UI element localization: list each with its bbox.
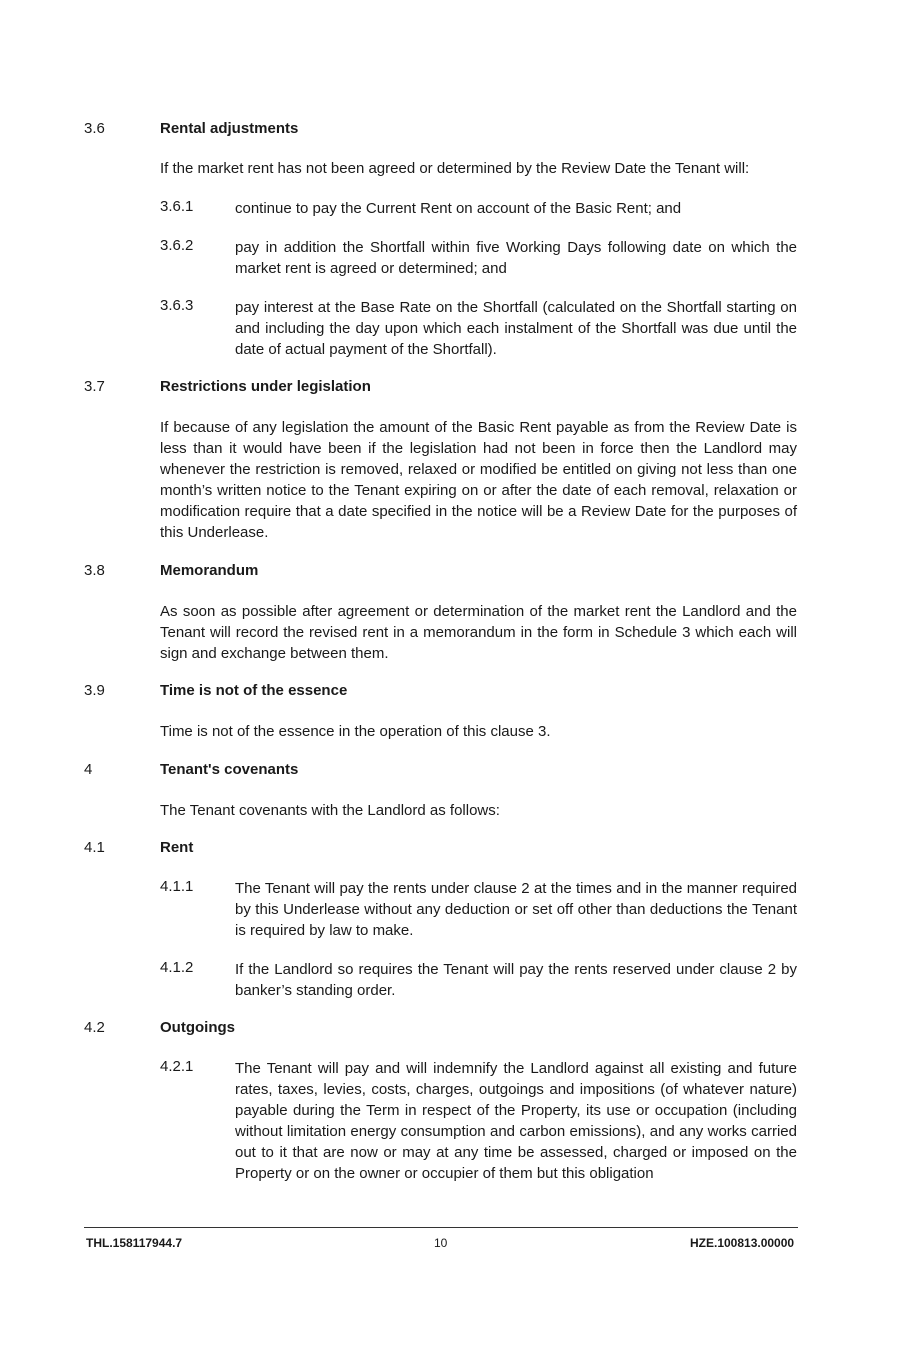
subclause-number: 3.6.1 bbox=[160, 198, 194, 215]
subclause-text: continue to pay the Current Rent on account of the Basic Rent; and bbox=[235, 200, 682, 217]
clause-number: 3.9 bbox=[84, 682, 105, 699]
clause-heading: Memorandum bbox=[160, 562, 259, 579]
page-number: 10 bbox=[434, 1236, 448, 1250]
footer-document-ref: THL.158117944.7 bbox=[86, 1236, 183, 1250]
clause-paragraph: If the market rent has not been agreed or determined by the Review Date the Tenant will: bbox=[160, 160, 750, 177]
subclause-text: pay interest at the Base Rate on the Shortfall (calculated on the Shortfall starting on and including the day upon which each instalment of the Shortfall was due until the date of actual payment of the Shortfall). bbox=[235, 299, 797, 358]
clause-paragraph: The Tenant covenants with the Landlord as follows: bbox=[160, 802, 500, 819]
subclause-text: The Tenant will pay and will indemnify the Landlord against all existing and future rates, taxes, levies, costs, charges, outgoings and impositions (of whatever nature) payable during the Term in respect of the Property, its use or occupation (including without limitation energy consumption and carbon emissions), and any works carried out to it that are now or may at any time be assessed, charged or imposed on the Property or on the owner or occupier of them but this obligation bbox=[235, 1060, 797, 1182]
footer-matter-ref: HZE.100813.00000 bbox=[690, 1236, 795, 1250]
subclause-number: 3.6.3 bbox=[160, 297, 194, 314]
clause-paragraph: If because of any legislation the amount of the Basic Rent payable as from the Review Date is less than it would have been if the legislation had not been in force then the Landlord may whenever the restriction is removed, relaxed or modified be entitled on giving not less than one month’s written notice to the Tenant expiring on or after the date of each removal, relaxation or modification require that a date specified in the notice will be a Review Date for the purposes of this Underlease. bbox=[160, 419, 797, 541]
clause-number: 3.8 bbox=[84, 562, 105, 579]
clause-heading: Outgoings bbox=[160, 1019, 235, 1036]
clause-number: 3.6 bbox=[84, 120, 105, 137]
clause-number: 4 bbox=[84, 761, 93, 778]
clause-number: 3.7 bbox=[84, 378, 105, 395]
footer-rule bbox=[84, 1227, 798, 1228]
clause-heading: Time is not of the essence bbox=[160, 682, 348, 699]
subclause-number: 4.2.1 bbox=[160, 1058, 194, 1075]
subclause-text: If the Landlord so requires the Tenant will pay the rents reserved under clause 2 by banker’s standing order. bbox=[235, 961, 797, 999]
subclause-text: The Tenant will pay the rents under clause 2 at the times and in the manner required by this Underlease without any deduction or set off other than deductions the Tenant is required by law to make. bbox=[235, 880, 797, 939]
clause-paragraph: As soon as possible after agreement or determination of the market rent the Landlord and the Tenant will record the revised rent in a memorandum in the form in Schedule 3 which each will sign and exchange between them. bbox=[160, 603, 797, 662]
subclause-number: 4.1.1 bbox=[160, 878, 194, 895]
clause-heading: Restrictions under legislation bbox=[160, 378, 371, 395]
clause-number: 4.2 bbox=[84, 1019, 105, 1036]
subclause-number: 4.1.2 bbox=[160, 959, 194, 976]
subclause-number: 3.6.2 bbox=[160, 237, 194, 254]
clause-heading: Rental adjustments bbox=[160, 120, 299, 137]
clause-number: 4.1 bbox=[84, 839, 105, 856]
subclause-text: pay in addition the Shortfall within five Working Days following date on which the market rent is agreed or determined; and bbox=[235, 239, 797, 277]
clause-paragraph: Time is not of the essence in the operation of this clause 3. bbox=[160, 723, 551, 740]
clause-heading: Tenant's covenants bbox=[160, 761, 299, 778]
clause-heading: Rent bbox=[160, 839, 194, 856]
